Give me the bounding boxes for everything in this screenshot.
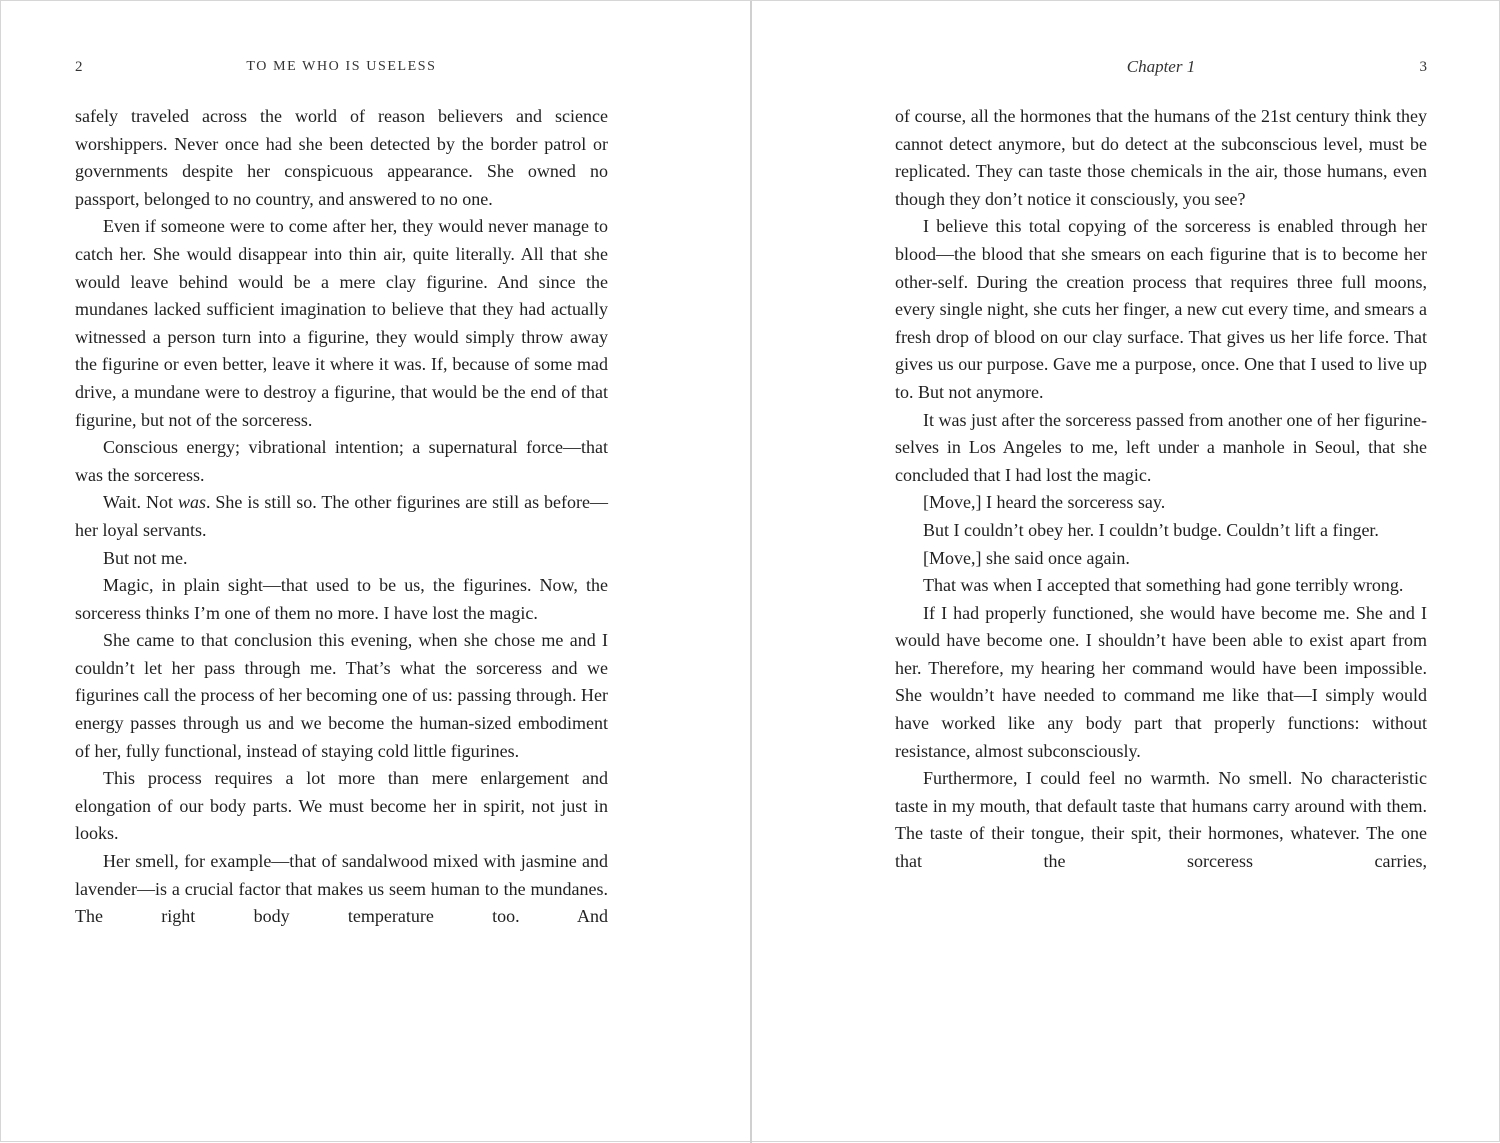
paragraph: [Move,] she said once again. <box>923 547 1130 568</box>
paragraph: This process requires a lot more than mere enlargement and elongation of our body parts. We must become her in spirit, not just in looks. <box>75 768 608 844</box>
paragraph-text: . She is still so. The other figurines are still as before—her loyal servants. <box>75 492 609 540</box>
paragraph: Conscious energy; vibrational intention; a supernatural force—that was the sorceress. <box>75 437 608 485</box>
paragraph: Magic, in plain sight—that used to be us, the figurines. Now, the sorceress thinks I’m one of them no more. I have lost the magic. <box>75 575 608 623</box>
right-running-head <box>895 55 1427 79</box>
paragraph: She came to that conclusion this evening, when she chose me and I couldn’t let her pass through me. That’s what the sorceress and we figurines call the process of her becoming one of us: passing through. Her energy passes through us and we become the human-sized embodiment of her, fully functional, instead of staying cold little figurines. <box>75 630 608 761</box>
paragraph: But I couldn’t obey her. I couldn’t budge. Couldn’t lift a finger. <box>923 519 1379 540</box>
paragraph-text: Wait. Not <box>103 492 178 513</box>
paragraph: But not me. <box>103 547 188 568</box>
paragraph: It was just after the sorceress passed from another one of her figurine-selves in Los Angeles to me, left under a manhole in Seoul, that she concluded that I had lost the magic. <box>895 409 1427 485</box>
paragraph: [Move,] I heard the sorceress say. <box>923 492 1166 513</box>
paragraph: Even if someone were to come after her, they would never manage to catch her. She would disappear into thin air, quite literally. All that she would leave behind would be a mere clay figurine. And since the mundanes lacked sufficient imagination to believe that they had actually witnessed a person turn into a figurine, they would simply throw away the figurine or even better, leave it where it was. If, because of some mad drive, a mundane were to destroy a figurine, that would be the end of that figurine, but not of the sorceress. <box>75 216 608 430</box>
paragraph: That was when I accepted that something had gone terribly wrong. <box>923 575 1404 596</box>
paragraph <box>75 489 608 544</box>
emphasized-word: was <box>177 492 206 513</box>
paragraph: of course, all the hormones that the humans of the 21st century think they cannot detect anymore, but do detect at the subconscious level, must be replicated. They can taste those chemicals in the air, those humans, even though they don’t notice it consciously, you see? <box>895 106 1427 209</box>
paragraph: I believe this total copying of the sorceress is enabled through her blood—the blood that she smears on each figurine that is to become her other-self. During the creation process that requires three full moons, every single night, she cuts her finger, a new cut every time, and smears a fresh drop of blood on our clay surface. That gives us her life force. That gives us our purpose. Gave me a purpose, once. One that I used to live up to. But not anymore. <box>895 216 1427 402</box>
paragraph: Her smell, for example—that of sandalwood mixed with jasmine and lavender—is a crucial factor that makes us seem human to the mundanes. The right body temperature too. And <box>75 851 608 927</box>
right-text-block <box>895 103 1427 876</box>
paragraph: safely traveled across the world of reason believers and science worshippers. Never once had she been detected by the border patrol or governments despite her conspicuous appearance. She owned no passport, belonged to no country, and answered to no one. <box>75 106 608 209</box>
left-page <box>1 1 750 1143</box>
right-page <box>752 1 1500 1143</box>
paragraph: Furthermore, I could feel no warmth. No smell. No characteristic taste in my mouth, that default taste that humans carry around with them. The taste of their tongue, their spit, their hormones, whatever. The one that the sorceress carries, <box>895 768 1427 872</box>
left-text-block <box>75 103 608 931</box>
running-chapter-title: Chapter 1 <box>1126 57 1196 76</box>
paragraph: If I had properly functioned, she would have become me. She and I would have become one. I shouldn’t have been able to exist apart from her. Therefore, my hearing her command would have been impossible. She wouldn’t have needed to command me like that—I simply would have worked like any body part that properly functions: without resistance, almost subconsciously. <box>895 602 1427 761</box>
left-running-head <box>75 55 608 79</box>
running-book-title: TO ME WHO IS USELESS <box>246 59 437 74</box>
page-number: 2 <box>75 59 83 75</box>
page-number: 3 <box>1419 59 1427 75</box>
